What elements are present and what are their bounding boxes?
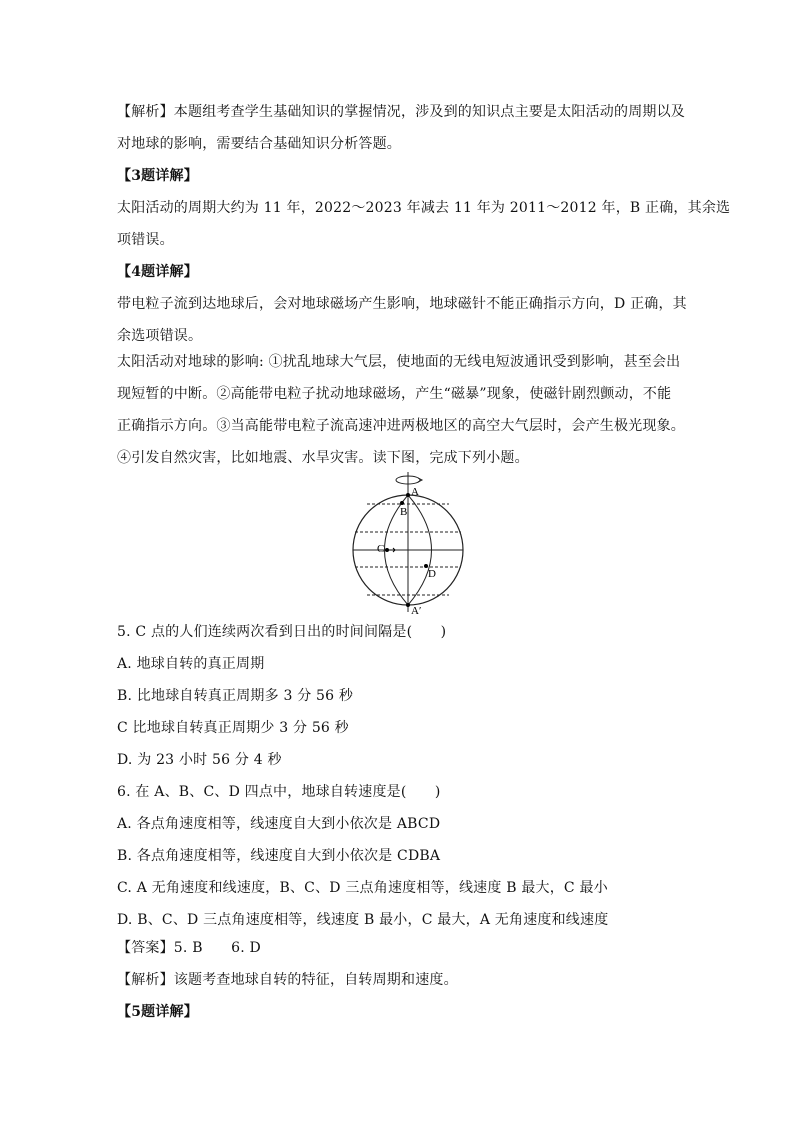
section-heading: 【4题详解】 <box>117 264 198 280</box>
svg-text:D: D <box>428 568 436 580</box>
analysis-line: 【解析】该题考查地球自转的特征，自转周期和速度。 <box>117 972 458 988</box>
question-5-option-c: C 比地球自转真正周期少 3 分 56 秒 <box>117 720 349 736</box>
question-6-option-c: C. A 无角速度和线速度，B、C、D 三点角速度相等，线速度 B 最大，C 最小 <box>117 880 608 896</box>
svg-text:B: B <box>400 506 408 518</box>
section-heading: 【3题详解】 <box>117 168 198 184</box>
svg-text:A′: A′ <box>411 605 422 615</box>
text-line: 项错误。 <box>117 232 174 248</box>
section-heading: 【5题详解】 <box>117 1004 198 1020</box>
question-5-option-b: B. 比地球自转真正周期多 3 分 56 秒 <box>117 688 354 704</box>
earth-rotation-diagram <box>341 470 481 615</box>
text-line: 【解析】本题组考查学生基础知识的掌握情况，涉及到的知识点主要是太阳活动的周期以及 <box>117 104 685 120</box>
text-line: 带电粒子流到达地球后，会对地球磁场产生影响，地球磁针不能正确指示方向，D 正确，其 <box>117 296 687 312</box>
question-6-option-a: A. 各点角速度相等，线速度自大到小依次是 ABCD <box>117 816 441 832</box>
globe-icon <box>341 470 481 615</box>
question-6-stem: 6. 在 A、B、C、D 四点中，地球自转速度是( ) <box>117 784 441 800</box>
text-line: 正确指示方向。③当高能带电粒子流高速冲进两极地区的高空大气层时，会产生极光现象。 <box>117 418 685 434</box>
question-5-stem: 5. C 点的人们连续两次看到日出的时间间隔是( ) <box>117 624 447 640</box>
text-line: ④引发自然灾害，比如地震、水旱灾害。读下图，完成下列小题。 <box>117 450 529 466</box>
question-5-option-d: D. 为 23 小时 56 分 4 秒 <box>117 752 282 768</box>
svg-text:A: A <box>411 486 419 498</box>
text-line: 对地球的影响，需要结合基础知识分析答题。 <box>117 136 401 152</box>
question-6-option-d: D. B、C、D 三点角速度相等，线速度 B 最小，C 最大，A 无角速度和线速度 <box>117 912 609 928</box>
question-5-option-a: A. 地球自转的真正周期 <box>117 656 265 672</box>
text-line: 余选项错误。 <box>117 328 203 344</box>
answer-line: 【答案】5. B 6. D <box>117 940 261 956</box>
text-line: 太阳活动对地球的影响: ①扰乱地球大气层，使地面的无线电短波通讯受到影响，甚至会出 <box>117 354 681 370</box>
text-line: 现短暂的中断。②高能带电粒子扰动地球磁场，产生“磁暴”现象，使磁针剧烈颤动，不能 <box>117 386 672 402</box>
svg-text:C: C <box>377 543 385 555</box>
question-6-option-b: B. 各点角速度相等，线速度自大到小依次是 CDBA <box>117 848 441 864</box>
text-line: 太阳活动的周期大约为 11 年，2022～2023 年减去 11 年为 2011～2012 年，B 正确，其余选 <box>117 200 731 216</box>
